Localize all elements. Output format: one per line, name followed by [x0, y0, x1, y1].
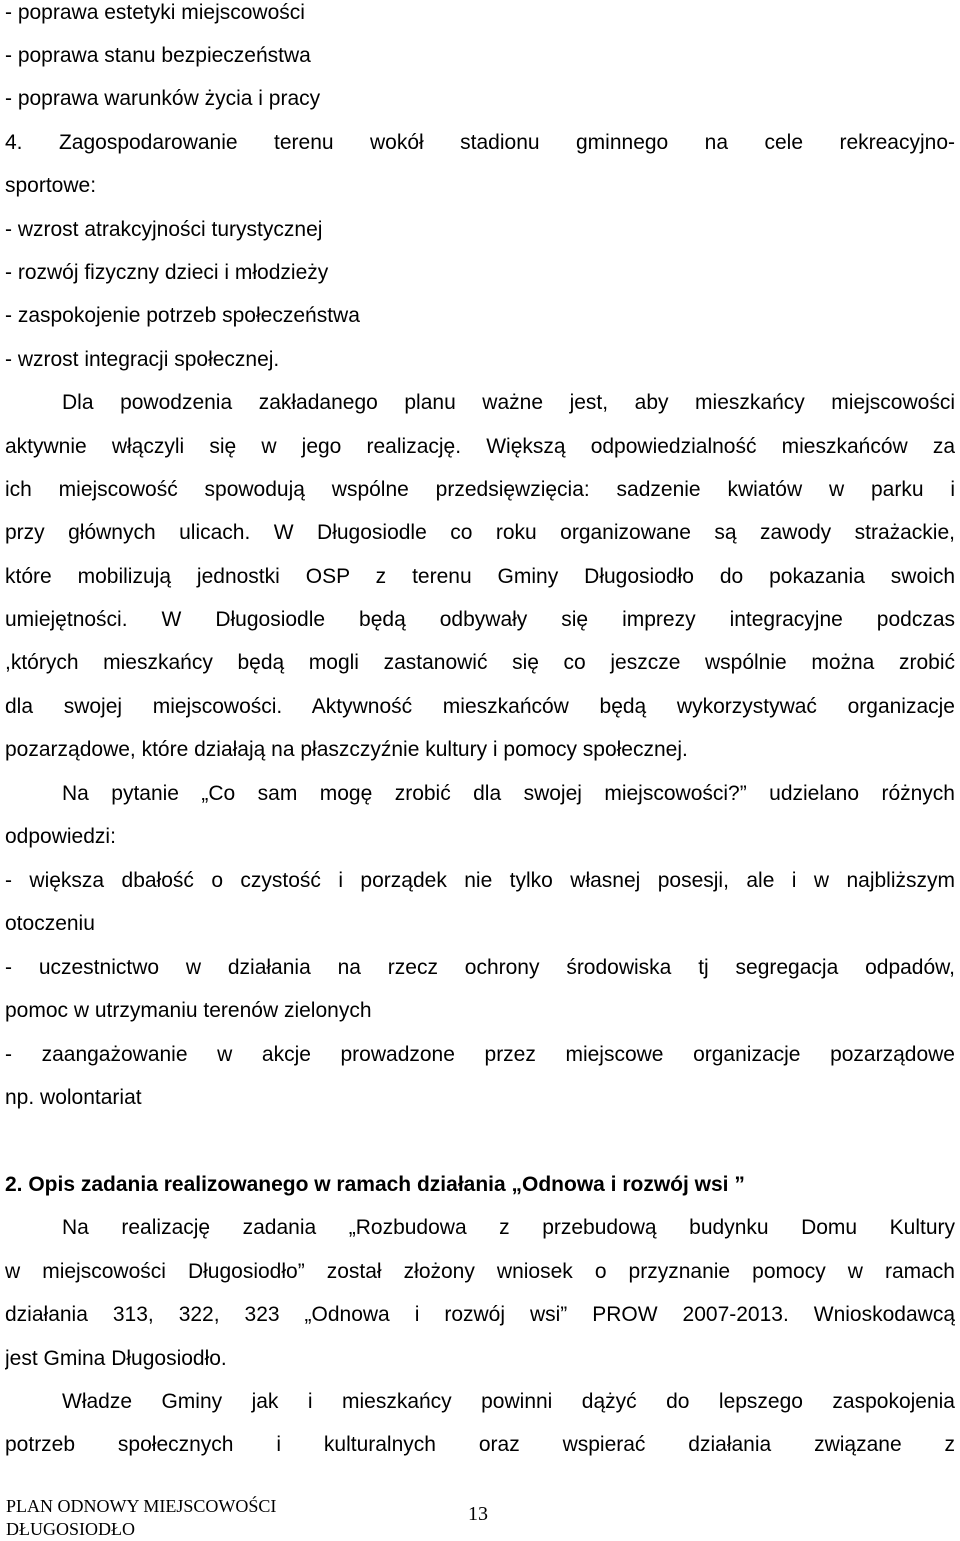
- text-line: ich miejscowość spowodują wspólne przedsięwzięcia: sadzenie kwiatów w parku i: [5, 478, 955, 501]
- text-line: aktywnie włączyli się w jego realizację. Większą odpowiedzialność mieszkańców za: [5, 435, 955, 458]
- text-line: - poprawa stanu bezpieczeństwa: [5, 44, 311, 67]
- section-heading: 2. Opis zadania realizowanego w ramach działania „Odnowa i rozwój wsi ”: [5, 1173, 745, 1196]
- text-line: - poprawa estetyki miejscowości: [5, 1, 305, 24]
- footer-title-line1: PLAN ODNOWY MIEJSCOWOŚCI: [6, 1496, 277, 1516]
- text-line: działania 313, 322, 323 „Odnowa i rozwój wsi” PROW 2007-2013. Wnioskodawcą: [5, 1303, 955, 1326]
- text-line: Na realizację zadania „Rozbudowa z przebudową budynku Domu Kultury: [62, 1216, 955, 1239]
- text-line: - poprawa warunków życia i pracy: [5, 87, 321, 110]
- text-line: potrzeb społecznych i kulturalnych oraz wspierać działania związane z: [5, 1433, 955, 1456]
- text-line: - wzrost atrakcyjności turystycznej: [5, 218, 323, 241]
- text-line: umiejętności. W Długosiodle będą odbywały się imprezy integracyjne podczas: [5, 608, 955, 631]
- text-line: np. wolontariat: [5, 1086, 142, 1109]
- text-line: otoczeniu: [5, 912, 95, 935]
- text-line: pomoc w utrzymaniu terenów zielonych: [5, 999, 372, 1022]
- footer-title-line2: DŁUGOSIODŁO: [6, 1519, 135, 1539]
- text-line: - zaspokojenie potrzeb społeczeństwa: [5, 304, 360, 327]
- text-line: sportowe:: [5, 174, 97, 197]
- text-line: dla swojej miejscowości. Aktywność mieszkańców będą wykorzystywać organizacje: [5, 695, 955, 718]
- text-line: - większa dbałość o czystość i porządek nie tylko własnej posesji, ale i w najbliższym: [5, 869, 955, 892]
- text-line: Dla powodzenia zakładanego planu ważne jest, aby mieszkańcy miejscowości: [62, 391, 955, 414]
- text-line: pozarządowe, które działają na płaszczyźnie kultury i pomocy społecznej.: [5, 738, 688, 761]
- text-line: - rozwój fizyczny dzieci i młodzieży: [5, 261, 329, 284]
- text-line: - zaangażowanie w akcje prowadzone przez miejscowe organizacje pozarządowe: [5, 1043, 955, 1066]
- text-line: ,których mieszkańcy będą mogli zastanowić się co jeszcze wspólnie można zrobić: [5, 651, 955, 674]
- text-line: odpowiedzi:: [5, 825, 116, 848]
- text-line: w miejscowości Długosiodło” został złożony wniosek o przyznanie pomocy w ramach: [5, 1260, 955, 1283]
- text-line: Na pytanie „Co sam mogę zrobić dla swojej miejscowości?” udzielano różnych: [62, 782, 955, 805]
- text-line: które mobilizują jednostki OSP z terenu Gminy Długosiodło do pokazania swoich: [5, 565, 955, 588]
- text-line: jest Gmina Długosiodło.: [5, 1347, 227, 1370]
- text-line: przy głównych ulicach. W Długosiodle co roku organizowane są zawody strażackie,: [5, 521, 955, 544]
- text-line: - wzrost integracji społecznej.: [5, 348, 280, 371]
- text-line: 4. Zagospodarowanie terenu wokół stadionu gminnego na cele rekreacyjno-: [5, 131, 955, 154]
- page-number: 13: [468, 1503, 488, 1525]
- text-line: - uczestnictwo w działania na rzecz ochrony środowiska tj segregacja odpadów,: [5, 956, 955, 979]
- text-line: Władze Gminy jak i mieszkańcy powinni dążyć do lepszego zaspokojenia: [62, 1390, 955, 1413]
